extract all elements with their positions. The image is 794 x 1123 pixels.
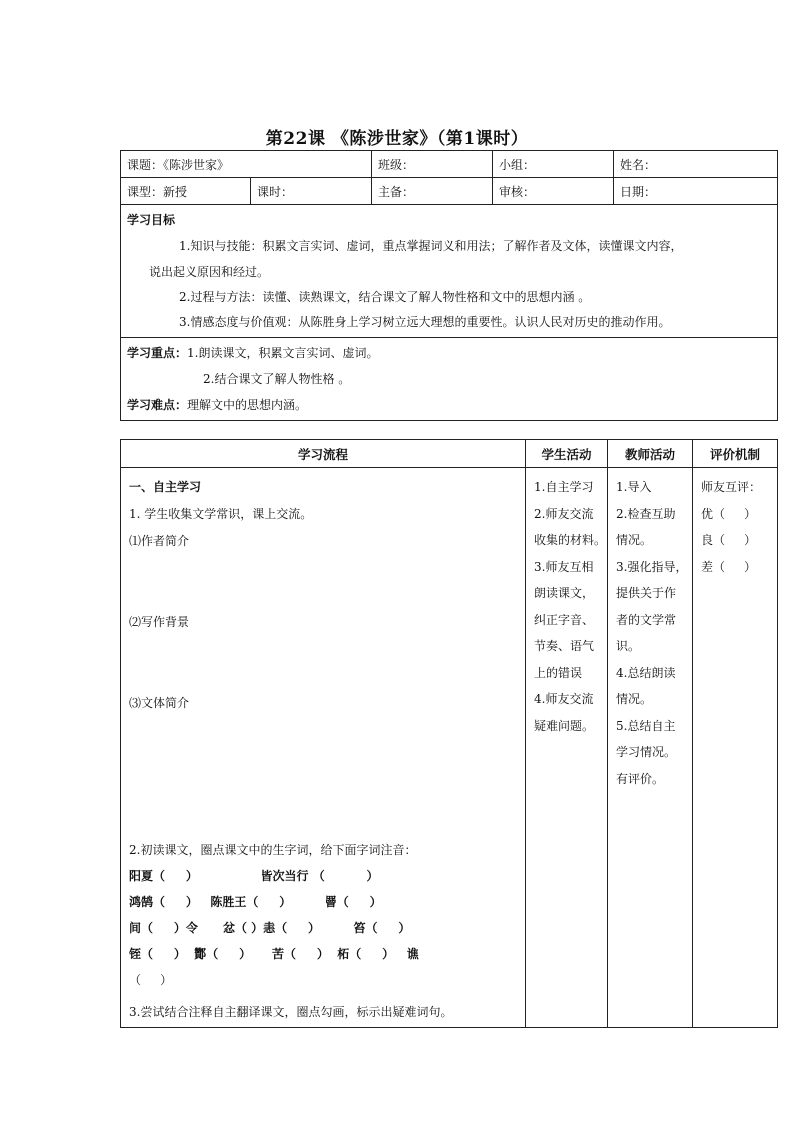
student-line: 节奏、语气 [534, 639, 595, 653]
teacher-line: 学习情况。 [616, 745, 677, 759]
goals-cell [121, 205, 778, 338]
vocab-line-1: 阳夏（ ） 皆次当行 （ ） [129, 869, 379, 883]
teacher-activity-cell [608, 468, 693, 1028]
student-line: 上的错误 [534, 665, 583, 680]
page-title: 第22课 《陈涉世家》（第1课时） [265, 129, 529, 149]
info-class: 班级： [372, 151, 493, 178]
step-3: 3.尝试结合注释自主翻译课文，圈点勾画，标示出疑难词句。 [129, 1005, 453, 1019]
sub-background: ⑵写作背景 [129, 615, 190, 629]
goals-heading: 学习目标 [127, 213, 176, 227]
teacher-line: 3.强化指导， [616, 559, 688, 574]
goal-item-3: 3.情感态度与价值观：从陈胜身上学习树立远大理想的重要性。认识人民对历史的推动作用。 [179, 315, 671, 329]
teacher-line: 提供关于作 [616, 586, 677, 600]
teacher-line: 5.总结自主 [616, 718, 676, 733]
sub-genre: ⑶文体简介 [129, 696, 190, 710]
info-topic: 课题：《陈涉世家》 [121, 151, 372, 178]
goal-item-1: 1.知识与技能：积累文言实词、虚词，重点掌握词义和用法；了解作者及文体，读懂课文内容， [179, 239, 683, 253]
lesson-info-table [120, 150, 778, 421]
student-line: 朗读课文， [534, 586, 595, 600]
info-group: 小组： [493, 151, 614, 178]
header-flow: 学习流程 [121, 440, 526, 468]
vocab-line-3: 间（ ）令 忿（ ）恚（ ） 笞（ ） [129, 921, 411, 935]
vocab-line-5: （ ） [129, 973, 173, 987]
teacher-line: 4.总结朗读 [616, 665, 676, 680]
student-line: 3.师友互相 [534, 559, 594, 574]
teacher-line: 2.检查互助 [616, 506, 676, 521]
student-line: 1.自主学习 [534, 480, 594, 494]
teacher-line: 情况。 [616, 533, 653, 547]
teacher-line: 1.导入 [616, 480, 652, 494]
step-1: 1. 学生收集文学常识，课上交流。 [129, 507, 313, 521]
evaluation-line: 差（ ） [701, 559, 757, 574]
info-preparer: 主备： [372, 178, 493, 205]
teacher-line: 情况。 [616, 692, 653, 706]
difficulty-label: 学习难点： [127, 398, 188, 412]
student-line: 收集的材料。 [534, 533, 607, 547]
keypoints-cell [121, 338, 778, 421]
flow-content-cell [121, 468, 526, 1028]
goal-item-2: 2.过程与方法：读懂、读熟课文，结合课文了解人物性格和文中的思想内涵 。 [179, 290, 591, 304]
keypoint-item-1: 1.朗读课文，积累文言实词、虚词。 [187, 346, 379, 360]
teacher-line: 有评价。 [616, 771, 665, 786]
evaluation-line: 优（ ） [701, 506, 757, 521]
step-2: 2.初读课文，圈点课文中的生字词，给下面字词注音： [129, 843, 417, 857]
info-period: 课时： [251, 178, 372, 205]
info-name: 姓名： [614, 151, 778, 178]
section-self-study: 一、自主学习 [129, 480, 202, 494]
vocab-line-2: 鸿鹄（ ） 陈胜王（ ） 罾（ ） [129, 895, 382, 909]
evaluation-line: 良（ ） [701, 533, 757, 547]
difficulty-text: 理解文中的思想内涵。 [187, 398, 308, 412]
student-line: 纠正字音、 [534, 612, 595, 627]
learning-flow-table [120, 439, 778, 1028]
teacher-line: 识。 [616, 639, 641, 653]
info-type: 课型：新授 [121, 178, 251, 205]
header-student: 学生活动 [526, 440, 608, 468]
info-reviewer: 审核： [493, 178, 614, 205]
teacher-line: 者的文学常 [616, 612, 677, 627]
student-activity-cell [526, 468, 608, 1028]
header-teacher: 教师活动 [608, 440, 693, 468]
student-line: 4.师友交流 [534, 692, 594, 706]
keypoints-label: 学习重点： [127, 346, 188, 360]
info-date: 日期： [614, 178, 778, 205]
keypoint-item-2: 2.结合课文了解人物性格 。 [203, 372, 351, 386]
student-line: 疑难问题。 [534, 718, 595, 733]
goal-item-1-cont: 说出起义原因和经过。 [149, 265, 270, 279]
sub-author: ⑴作者简介 [129, 534, 190, 548]
evaluation-line: 师友互评： [701, 480, 762, 494]
student-line: 2.师友交流 [534, 506, 594, 521]
evaluation-cell [693, 468, 778, 1028]
header-evaluation: 评价机制 [693, 440, 778, 468]
vocab-line-4: 铚（ ） 酇（ ） 苦（ ） 柘（ ） 谯 [129, 947, 419, 961]
